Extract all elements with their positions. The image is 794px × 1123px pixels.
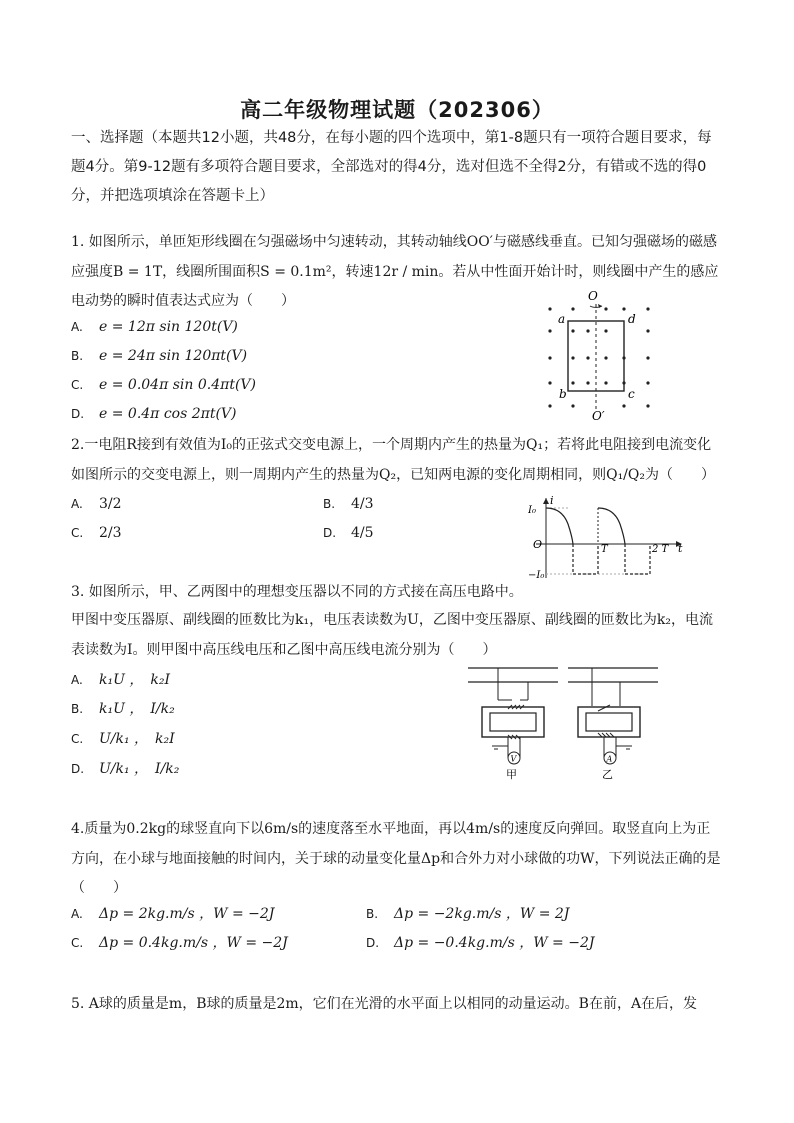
q3-option-d[interactable]: D. U/k₁ ， I/k₂ bbox=[71, 761, 180, 777]
label-i: i bbox=[550, 494, 554, 507]
q1-stem: 1. 如图所示，单匝矩形线圈在匀强磁场中匀速转动，其转动轴线OO′与磁感线垂直。已知匀强磁场的磁感应强度B = 1T，线圈所围面积S = 0.1m²，转速12r / min。若从中性面开始计时，则线圈中产生的感应电动势的瞬时值表达式应为（ ） bbox=[71, 234, 719, 309]
q3-option-a[interactable]: A. k₁U ， k₂I bbox=[71, 672, 170, 688]
q3-figure-transformers bbox=[468, 662, 663, 782]
square-negative-1 bbox=[573, 544, 598, 574]
label-neg-I0: −I₀ bbox=[528, 570, 545, 581]
q3-stem: 甲图中变压器原、副线圈的匝数比为k₁，电压表读数为U，乙图中变压器原、副线圈的匝数比为k₂，电流表读数为I。则甲图中高压线电压和乙图中高压线电流分别为（ ） bbox=[71, 612, 713, 658]
q4-option-c[interactable]: C. Δp = 0.4kg.m/s ，W = −2J bbox=[71, 935, 288, 951]
ammeter-label: A bbox=[606, 754, 613, 764]
label-b: b bbox=[559, 387, 567, 401]
transformer-yi bbox=[578, 668, 640, 781]
q4-option-d[interactable]: D. Δp = −0.4kg.m/s ，W = −2J bbox=[366, 935, 595, 951]
q3-stem-line1: 3. 如图所示，甲、乙两图中的理想变压器以不同的方式接在高压电路中。 bbox=[71, 584, 523, 600]
q2-figure-current-graph bbox=[528, 494, 688, 582]
curve-first-half bbox=[546, 508, 573, 544]
q2-option-c[interactable]: C. 2/3 bbox=[71, 525, 122, 541]
coil-rectangle bbox=[568, 321, 624, 391]
q1-figure-rotating-coil bbox=[538, 286, 658, 426]
square-negative-2 bbox=[625, 544, 650, 574]
q3-option-c[interactable]: C. U/k₁ ， k₂I bbox=[71, 731, 175, 747]
q4-stem: 4.质量为0.2kg的球竖直向下以6m/s的速度落至水平地面，再以4m/s的速度反向弹回。取竖直向上为正方向，在小球与地面接触的时间内，关于球的动量变化量Δp和合外力对小球做的功W，下列说法正确的是（ ） bbox=[71, 821, 721, 896]
page-title: 高二年级物理试题（202306） bbox=[240, 98, 554, 122]
label-O: O bbox=[588, 289, 598, 303]
q4-option-a[interactable]: A. Δp = 2kg.m/s ，W = −2J bbox=[71, 906, 275, 922]
q2-option-a[interactable]: A. 3/2 bbox=[71, 496, 122, 512]
label-yi: 乙 bbox=[602, 768, 613, 781]
q5-stem: 5. A球的质量是m，B球的质量是2m，它们在光滑的水平面上以相同的动量运动。B在前，A在后，发 bbox=[71, 996, 698, 1012]
q2-option-d[interactable]: D. 4/5 bbox=[323, 525, 374, 541]
section-instructions: 一、选择题（本题共12小题，共48分，在每小题的四个选项中，第1-8题只有一项符合题目要求，每题4分。第9-12题有多项符合题目要求，全部选对的得4分，选对但选不全得2分，有错或不选的得0分，并把选项填涂在答题卡上） bbox=[71, 130, 712, 204]
label-2T: 2 T bbox=[652, 544, 669, 555]
label-jia: 甲 bbox=[506, 768, 517, 781]
q1-option-a[interactable]: A. e = 12π sin 120t(V) bbox=[71, 319, 238, 335]
q1-option-c[interactable]: C. e = 0.04π sin 0.4πt(V) bbox=[71, 377, 256, 393]
label-O-prime: O′ bbox=[592, 409, 605, 423]
label-origin: O bbox=[533, 538, 543, 551]
label-c: c bbox=[628, 387, 635, 401]
q1-option-b[interactable]: B. e = 24π sin 120πt(V) bbox=[71, 348, 248, 364]
label-a: a bbox=[558, 312, 566, 326]
label-t: t bbox=[678, 542, 683, 555]
q2-stem: 2.一电阻R接到有效值为I₀的正弦式交变电源上，一个周期内产生的热量为Q₁；若将此电阻接到电流变化如图所示的交变电源上，则一周期内产生的热量为Q₂，已知两电源的变化周期相同，则Q₁/Q₂为（ ） bbox=[71, 437, 715, 483]
voltmeter-label: V bbox=[510, 754, 517, 764]
q4-option-b[interactable]: B. Δp = −2kg.m/s ，W = 2J bbox=[366, 906, 570, 922]
label-d: d bbox=[628, 312, 636, 326]
label-T: T bbox=[601, 544, 608, 555]
q2-option-b[interactable]: B. 4/3 bbox=[323, 496, 374, 512]
q3-option-b[interactable]: B. k₁U ， I/k₂ bbox=[71, 701, 175, 717]
q1-option-d[interactable]: D. e = 0.4π cos 2πt(V) bbox=[71, 406, 237, 422]
curve-second-half bbox=[598, 508, 625, 544]
transformer-jia bbox=[482, 668, 544, 781]
label-I0: I₀ bbox=[528, 505, 536, 516]
